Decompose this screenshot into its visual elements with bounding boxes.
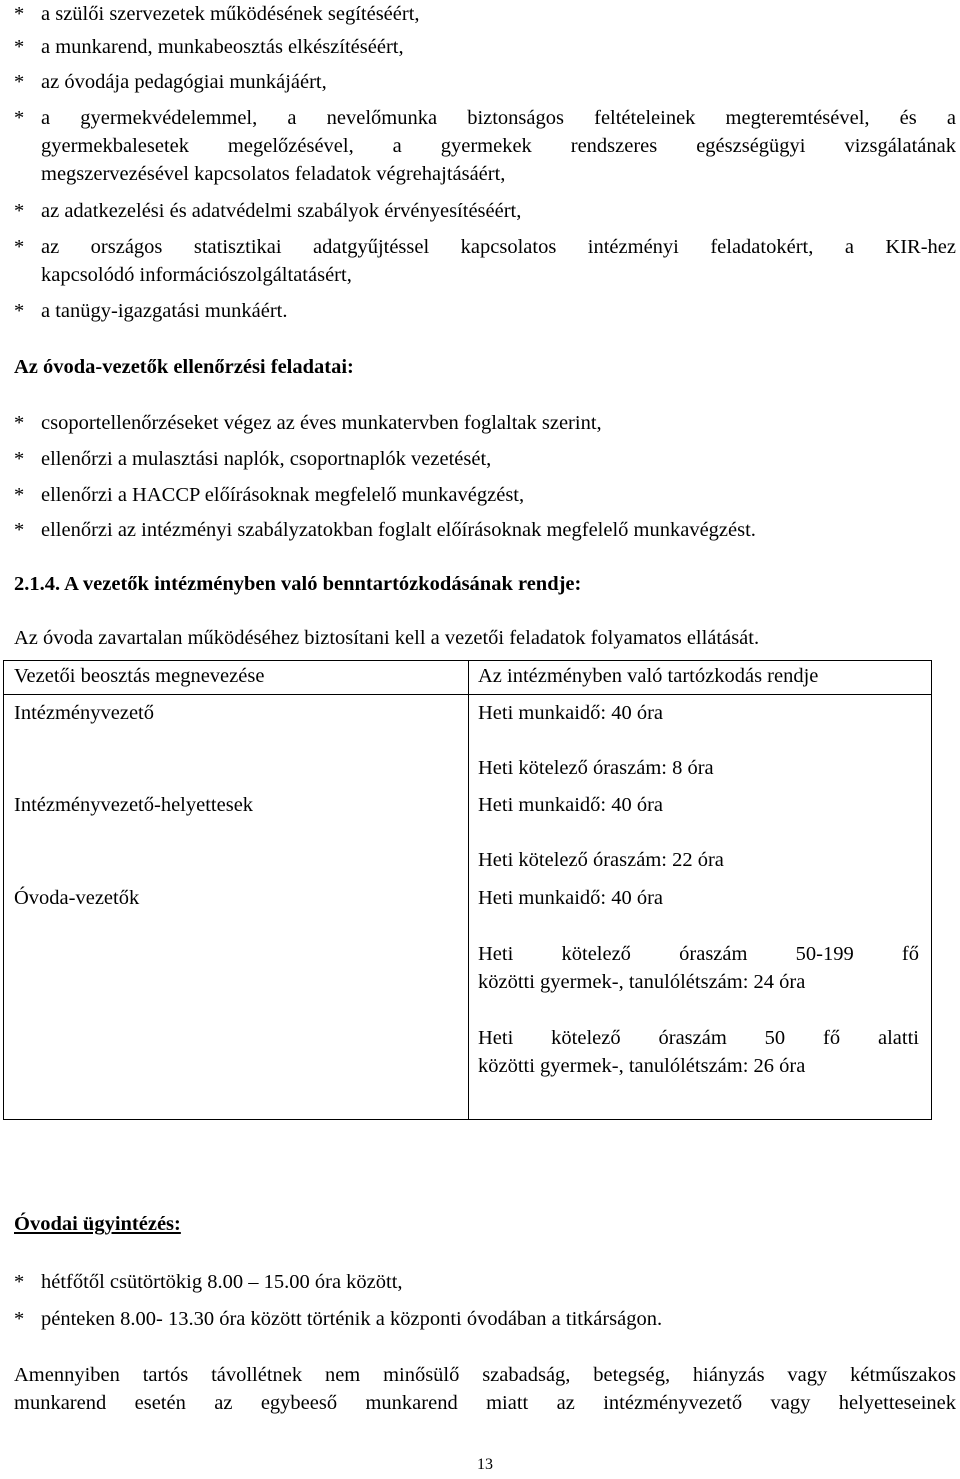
table-row-value: Heti kötelező óraszám: 22 óra: [478, 849, 724, 871]
list-item-text: a tanügy-igazgatási munkáért.: [41, 300, 288, 322]
section-title: A vezetők intézményben való benntartózkodásának rendje:: [64, 573, 582, 595]
table-row-value: Heti kötelező óraszám 50 fő alatti: [478, 1027, 919, 1049]
table-row-value: közötti gyermek-, tanulólétszám: 26 óra: [478, 1055, 806, 1077]
list-item-text: a munkarend, munkabeosztás elkészítéséért,: [41, 36, 404, 58]
table-column-divider: [468, 661, 469, 1119]
bullet-star: *: [14, 71, 25, 93]
section-heading-admin: Óvodai ügyintézés:: [14, 1213, 181, 1235]
list-item-text: pénteken 8.00- 13.30 óra között történik a központi óvodában a titkárságon.: [41, 1308, 663, 1330]
page-number: 13: [477, 1456, 493, 1473]
list-item-text: megszervezésével kapcsolatos feladatok végrehajtásáért,: [41, 163, 506, 185]
bullet-star: *: [14, 3, 25, 25]
section-heading-control: Az óvoda-vezetők ellenőrzési feladatai:: [14, 356, 354, 378]
presence-table: [3, 660, 932, 1120]
bullet-star: *: [14, 412, 25, 434]
list-item-text: ellenőrzi az intézményi szabályzatokban foglalt előírásoknak megfelelő munkavégzést.: [41, 519, 756, 541]
section-heading: [14, 570, 581, 598]
table-row-value: közötti gyermek-, tanulólétszám: 24 óra: [478, 971, 806, 993]
table-header-left: Vezetői beosztás megnevezése: [14, 665, 265, 687]
table-row-value: Heti kötelező óraszám: 8 óra: [478, 757, 714, 779]
table-header-right: Az intézményben való tartózkodás rendje: [478, 665, 819, 687]
table-row-value: Heti munkaidő: 40 óra: [478, 702, 664, 724]
bullet-star: *: [14, 448, 25, 470]
table-row-role: Óvoda-vezetők: [14, 887, 140, 909]
bullet-star: *: [14, 519, 25, 541]
intro-paragraph: Az óvoda zavartalan működéséhez biztosítani kell a vezetői feladatok folyamatos ellátását.: [14, 627, 760, 649]
table-row-role: Intézményvezető-helyettesek: [14, 794, 254, 816]
list-item-text: hétfőtől csütörtökig 8.00 – 15.00 óra között,: [41, 1271, 403, 1293]
list-item-text: a szülői szervezetek működésének segítéséért,: [41, 3, 420, 25]
list-item-text: az óvodája pedagógiai munkájáért,: [41, 71, 327, 93]
list-item-text: az adatkezelési és adatvédelmi szabályok érvényesítéséért,: [41, 200, 522, 222]
bullet-star: *: [14, 484, 25, 506]
list-item-text: a gyermekvédelemmel, a nevelőmunka biztonságos feltételeinek megteremtésével, és a: [41, 107, 956, 129]
table-row-role: Intézményvezető: [14, 702, 155, 724]
section-number: 2.1.4.: [14, 573, 61, 595]
closing-paragraph-line: munkarend esetén az egybeeső munkarend miatt az intézményvezető vagy helyetteseinek: [14, 1392, 956, 1414]
list-item-text: csoportellenőrzéseket végez az éves munkatervben foglaltak szerint,: [41, 412, 602, 434]
table-header-divider: [4, 694, 931, 695]
list-item-text: ellenőrzi a mulasztási naplók, csoportnaplók vezetését,: [41, 448, 492, 470]
bullet-star: *: [14, 1308, 25, 1330]
list-item-text: kapcsolódó információszolgáltatásért,: [41, 264, 352, 286]
list-item-text: ellenőrzi a HACCP előírásoknak megfelelő munkavégzést,: [41, 484, 525, 506]
bullet-star: *: [14, 200, 25, 222]
bullet-star: *: [14, 1271, 25, 1293]
bullet-star: *: [14, 300, 25, 322]
bullet-star: *: [14, 236, 25, 258]
table-row-value: Heti munkaidő: 40 óra: [478, 794, 664, 816]
list-item-text: az országos statisztikai adatgyűjtéssel kapcsolatos intézményi feladatokért, a KIR-hez: [41, 236, 956, 258]
closing-paragraph-line: Amennyiben tartós távollétnek nem minősülő szabadság, betegség, hiányzás vagy kétműszakos: [14, 1364, 956, 1386]
table-row-value: Heti munkaidő: 40 óra: [478, 887, 664, 909]
bullet-star: *: [14, 36, 25, 58]
list-item-text: gyermekbalesetek megelőzésével, a gyermekek rendszeres egészségügyi vizsgálatának: [41, 135, 956, 157]
table-row-value: Heti kötelező óraszám 50-199 fő: [478, 943, 919, 965]
bullet-star: *: [14, 107, 25, 129]
